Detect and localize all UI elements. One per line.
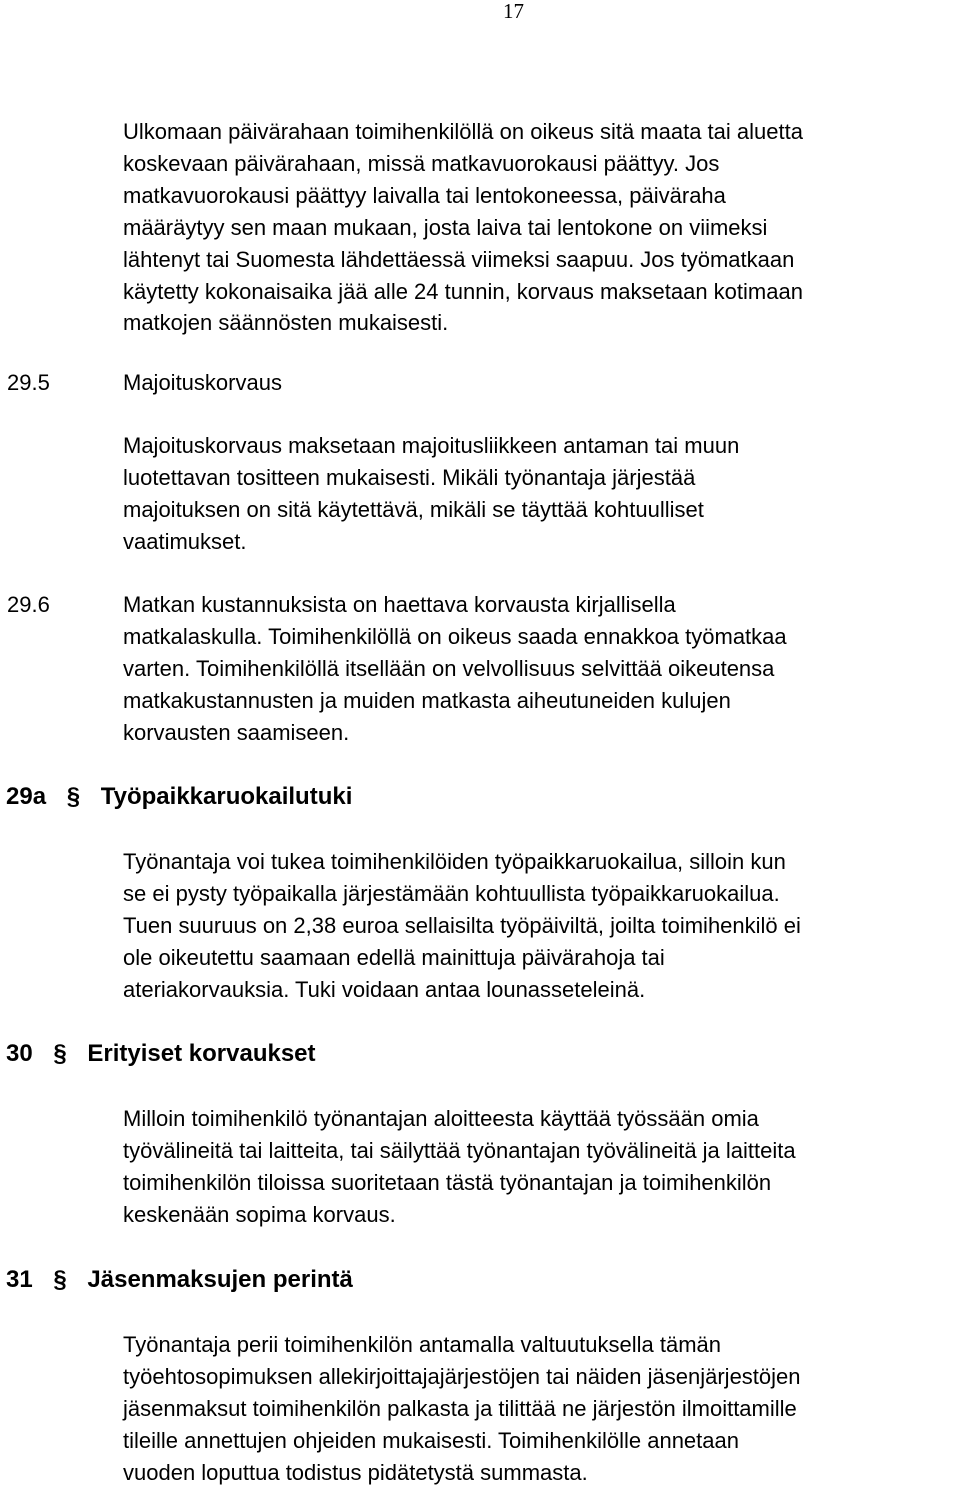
heading-title: Työpaikkaruokailutuki bbox=[100, 783, 353, 810]
section-heading-30 bbox=[6, 1038, 316, 1070]
text-line: Työnantaja voi tukea toimihenkilöiden työpaikkaruokailua, silloin kun bbox=[123, 849, 786, 874]
text-line: Milloin toimihenkilö työnantajan aloitteesta käyttää työssään omia bbox=[123, 1106, 759, 1131]
text-line: luotettavan tositteen mukaisesti. Mikäli työnantaja järjestää bbox=[123, 464, 696, 490]
text-line: vaatimukset. bbox=[123, 528, 247, 554]
text-line: ateriakorvauksia. Tuki voidaan antaa lounasseteleinä. bbox=[123, 976, 646, 1002]
text-line: keskenään sopima korvaus. bbox=[123, 1201, 396, 1227]
text-line: se ei pysty työpaikalla järjestämään kohtuullista työpaikkaruokailua. bbox=[123, 880, 780, 906]
text-line: jäsenmaksut toimihenkilön palkasta ja tilittää ne järjestön ilmoittamille bbox=[123, 1395, 797, 1421]
section-heading-29a bbox=[6, 781, 352, 813]
section-title-29-5: Majoituskorvaus bbox=[123, 370, 282, 395]
text-line: ole oikeutettu saamaan edellä mainittuja päivärahoja tai bbox=[123, 944, 665, 970]
paragraph-31 bbox=[123, 1329, 960, 1489]
text-line: varten. Toimihenkilöllä itsellään on velvollisuus selvittää oikeutensa bbox=[123, 655, 775, 681]
section-number-29-6: 29.6 bbox=[7, 592, 50, 617]
text-line: matkavuorokausi päättyy laivalla tai lentokoneessa, päiväraha bbox=[123, 182, 726, 208]
text-line: matkalaskulla. Toimihenkilöllä on oikeus saada ennakkoa työmatkaa bbox=[123, 623, 787, 649]
text-line: matkojen säännösten mukaisesti. bbox=[123, 310, 449, 336]
text-line: matkakustannusten ja muiden matkasta aiheutuneiden kulujen bbox=[123, 687, 731, 713]
paragraph-29-6 bbox=[123, 589, 960, 749]
heading-number: 29a bbox=[6, 783, 47, 810]
paragraph-foreign-allowance bbox=[123, 116, 960, 339]
text-line: toimihenkilön tiloissa suoritetaan tästä työnantajan ja toimihenkilön bbox=[123, 1169, 772, 1195]
text-line: tileille annettujen ohjeiden mukaisesti. Toimihenkilölle annetaan bbox=[123, 1427, 739, 1453]
section-sign-icon: § bbox=[53, 1040, 67, 1067]
text-line: työehtosopimuksen allekirjoittajajärjestöjen tai näiden jäsenjärjestöjen bbox=[123, 1363, 801, 1389]
text-line: vuoden loputtua todistus pidätetystä summasta. bbox=[123, 1459, 588, 1485]
text-line: lähtenyt tai Suomesta lähdettäessä viimeksi saapuu. Jos työmatkaan bbox=[123, 246, 795, 272]
text-line: Ulkomaan päivärahaan toimihenkilöllä on oikeus sitä maata tai aluetta bbox=[123, 119, 803, 144]
section-heading-31 bbox=[6, 1264, 353, 1296]
section-sign-icon: § bbox=[53, 1266, 67, 1293]
heading-number: 31 bbox=[6, 1266, 33, 1293]
text-line: Työnantaja perii toimihenkilön antamalla valtuutuksella tämän bbox=[123, 1332, 722, 1357]
heading-number: 30 bbox=[6, 1040, 33, 1067]
text-line: koskevaan päivärahaan, missä matkavuorokausi päättyy. Jos bbox=[123, 150, 720, 176]
section-number-29-5: 29.5 bbox=[7, 370, 50, 395]
heading-title: Erityiset korvaukset bbox=[87, 1040, 316, 1067]
text-line: Tuen suuruus on 2,38 euroa sellaisilta työpäiviltä, joilta toimihenkilö ei bbox=[123, 912, 801, 938]
paragraph-29a bbox=[123, 846, 960, 1006]
paragraph-29-5 bbox=[123, 430, 960, 558]
text-line: Majoituskorvaus maksetaan majoitusliikkeen antaman tai muun bbox=[123, 433, 740, 458]
page-number: 17 bbox=[503, 0, 524, 23]
heading-title: Jäsenmaksujen perintä bbox=[87, 1266, 353, 1293]
paragraph-30 bbox=[123, 1103, 960, 1231]
text-line: Matkan kustannuksista on haettava korvausta kirjallisella bbox=[123, 592, 676, 617]
text-line: majoituksen on sitä käytettävä, mikäli se täyttää kohtuulliset bbox=[123, 496, 704, 522]
section-sign-icon: § bbox=[66, 783, 81, 810]
text-line: käytetty kokonaisaika jää alle 24 tunnin, korvaus maksetaan kotimaan bbox=[123, 278, 803, 304]
text-line: korvausten saamiseen. bbox=[123, 719, 350, 745]
text-line: työvälineitä tai laitteita, tai säilyttää työnantajan työvälineitä ja laitteita bbox=[123, 1137, 796, 1163]
text-line: määräytyy sen maan mukaan, josta laiva tai lentokone on viimeksi bbox=[123, 214, 768, 240]
